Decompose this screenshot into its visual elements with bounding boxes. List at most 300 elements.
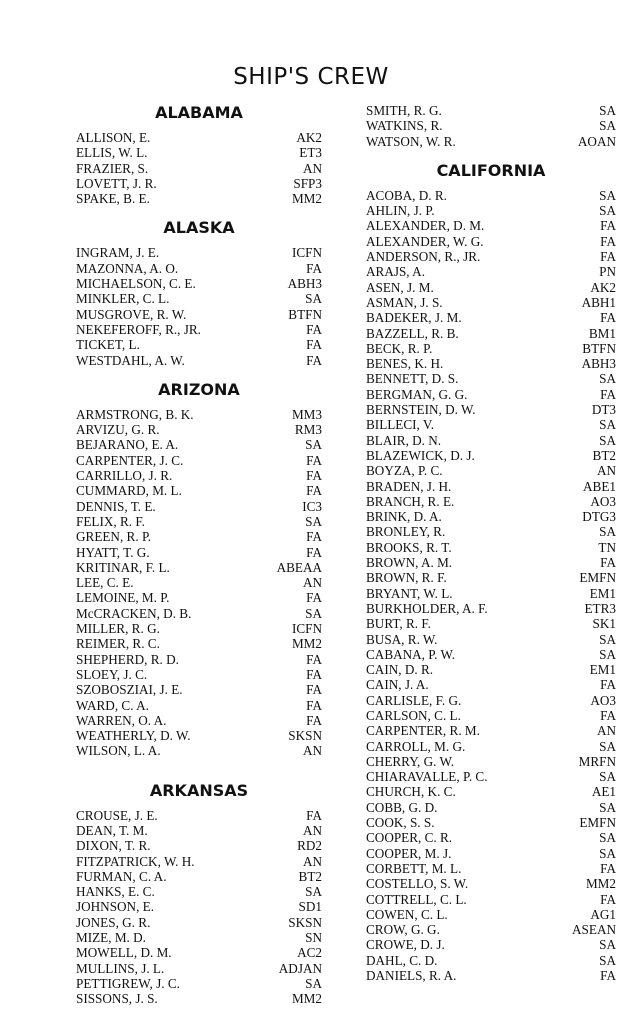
crew-rate: SN xyxy=(305,930,322,946)
crew-rate: SA xyxy=(599,799,616,815)
state-heading: ARIZONA xyxy=(158,379,240,399)
crew-rate: FA xyxy=(306,483,322,499)
crew-rate: FA xyxy=(600,891,616,907)
crew-name: ELLIS, W. L. xyxy=(76,145,148,161)
crew-row xyxy=(366,677,616,692)
crew-row xyxy=(366,387,616,402)
crew-rate: BM1 xyxy=(588,325,616,341)
crew-row xyxy=(366,968,616,983)
crew-row xyxy=(76,884,322,899)
crew-row xyxy=(76,422,322,437)
crew-rate: SA xyxy=(599,769,616,785)
crew-name: ASMAN, J. S. xyxy=(366,294,443,310)
crew-row xyxy=(366,769,616,784)
crew-rate: SA xyxy=(599,187,616,203)
crew-name: LOVETT, J. R. xyxy=(76,175,157,191)
crew-rate: SA xyxy=(599,371,616,387)
crew-name: BURT, R. F. xyxy=(366,616,431,632)
crew-name: ACOBA, D. R. xyxy=(366,187,447,203)
crew-rate: BTFN xyxy=(582,340,616,356)
crew-row xyxy=(366,448,616,463)
crew-name: SMITH, R. G. xyxy=(366,103,442,118)
crew-rate: AK2 xyxy=(296,130,322,145)
crew-name: ALEXANDER, W. G. xyxy=(366,233,484,249)
crew-name: MAZONNA, A. O. xyxy=(76,260,179,276)
crew-row xyxy=(366,570,616,585)
crew-name: CORBETT, M. L. xyxy=(366,860,462,876)
left-column xyxy=(76,103,322,1007)
crew-name: SPAKE, B. E. xyxy=(76,191,150,207)
crew-rate: SA xyxy=(599,952,616,968)
crew-row xyxy=(76,636,322,651)
crew-rate: ASEAN xyxy=(572,922,616,938)
crew-name: COOPER, C. R. xyxy=(366,830,453,846)
crew-rate: FA xyxy=(306,452,322,468)
crew-rate: EMFN xyxy=(579,570,616,586)
crew-name: AHLIN, J. P. xyxy=(366,203,435,219)
crew-rate: AN xyxy=(302,743,322,759)
crew-row xyxy=(76,145,322,160)
crew-row xyxy=(366,371,616,386)
crew-row xyxy=(366,922,616,937)
crew-row xyxy=(76,322,322,337)
crew-name: INGRAM, J. E. xyxy=(76,245,160,261)
crew-name: BRADEN, J. H. xyxy=(366,478,452,494)
crew-rate: ABE1 xyxy=(583,478,616,494)
crew-row xyxy=(366,264,616,279)
crew-name: BROOKS, R. T. xyxy=(366,539,452,555)
crew-name: FITZPATRICK, W. H. xyxy=(76,853,195,869)
crew-row xyxy=(76,621,322,636)
state-heading: ARKANSAS xyxy=(149,780,249,800)
crew-rate: FA xyxy=(306,807,322,823)
crew-row xyxy=(76,291,322,306)
crew-row xyxy=(76,545,322,560)
crew-name: MILLER, R. G. xyxy=(76,621,160,637)
crew-name: WARREN, O. A. xyxy=(76,712,167,728)
crew-row xyxy=(366,509,616,524)
crew-rate: FA xyxy=(306,697,322,713)
crew-row xyxy=(76,337,322,352)
crew-name: BAZZELL, R. B. xyxy=(366,325,459,341)
crew-row xyxy=(366,203,616,218)
crew-rate: EM1 xyxy=(589,662,616,678)
crew-name: CROWE, D. J. xyxy=(366,937,445,953)
crew-name: LEMOINE, M. P. xyxy=(76,590,170,606)
crew-name: MUSGROVE, R. W. xyxy=(76,306,187,322)
crew-name: DENNIS, T. E. xyxy=(76,498,156,514)
crew-name: SHEPHERD, R. D. xyxy=(76,651,179,667)
crew-name: COTTRELL, C. L. xyxy=(366,891,467,907)
crew-row xyxy=(366,647,616,662)
crew-rate: FA xyxy=(306,682,322,698)
crew-row xyxy=(76,915,322,930)
crew-name: REIMER, R. C. xyxy=(76,636,160,652)
crew-name: DEAN, T. M. xyxy=(76,822,148,838)
crew-rate: SA xyxy=(305,975,322,991)
crew-row xyxy=(76,823,322,838)
crew-name: PETTIGREW, J. C. xyxy=(76,975,180,991)
crew-rate: ADJAN xyxy=(278,960,322,976)
crew-name: WATKINS, R. xyxy=(366,118,443,134)
crew-rate: SA xyxy=(599,738,616,754)
crew-rate: ABH1 xyxy=(581,294,616,310)
crew-row xyxy=(366,494,616,509)
crew-rate: AN xyxy=(596,463,616,479)
crew-name: CHERRY, G. W. xyxy=(366,753,455,769)
crew-rate: AO3 xyxy=(590,692,616,708)
crew-row xyxy=(366,280,616,295)
section-spacer xyxy=(76,368,322,380)
crew-name: FELIX, R. F. xyxy=(76,513,145,529)
page-title: SHIP'S CREW xyxy=(233,64,389,90)
crew-rate: MM2 xyxy=(291,636,322,652)
crew-rate: FA xyxy=(306,666,322,682)
crew-name: KRITINAR, F. L. xyxy=(76,559,170,575)
crew-rate: AG1 xyxy=(590,906,616,922)
crew-row xyxy=(366,479,616,494)
crew-name: WARD, C. A. xyxy=(76,697,149,713)
crew-name: BUSA, R. W. xyxy=(366,631,438,647)
crew-rate: EM1 xyxy=(589,585,616,601)
crew-row xyxy=(76,161,322,176)
crew-row xyxy=(366,356,616,371)
crew-name: CARPENTER, R. M. xyxy=(366,723,480,739)
crew-row xyxy=(366,846,616,861)
crew-rate: SD1 xyxy=(298,899,322,915)
crew-rate: FA xyxy=(306,352,322,368)
crew-name: CARLSON, C. L. xyxy=(366,707,461,723)
crew-name: BENNETT, D. S. xyxy=(366,371,459,387)
crew-name: BENES, K. H. xyxy=(366,356,444,372)
crew-row xyxy=(76,698,322,713)
crew-rate: SA xyxy=(599,830,616,846)
crew-name: MIZE, M. D. xyxy=(76,930,146,946)
crew-row xyxy=(76,869,322,884)
crew-name: BILLECI, V. xyxy=(366,417,435,433)
crew-name: MULLINS, J. L. xyxy=(76,960,165,976)
crew-name: ARVIZU, G. R. xyxy=(76,422,160,438)
crew-name: BLAIR, D. N. xyxy=(366,432,442,448)
crew-rate: FA xyxy=(600,386,616,402)
crew-rate: AN xyxy=(596,723,616,739)
state-heading: ALABAMA xyxy=(155,103,243,122)
crew-row xyxy=(366,118,616,133)
crew-rate: SA xyxy=(599,417,616,433)
crew-row xyxy=(76,682,322,697)
crew-name: BERGMAN, G. G. xyxy=(366,386,468,402)
crew-name: WILSON, L. A. xyxy=(76,743,161,759)
crew-row xyxy=(366,708,616,723)
crew-rate: SA xyxy=(599,103,616,118)
crew-rate: SA xyxy=(599,631,616,647)
crew-rate: SKSN xyxy=(288,914,322,930)
crew-row xyxy=(76,606,322,621)
crew-name: WESTDAHL, A. W. xyxy=(76,352,185,368)
crew-row xyxy=(366,295,616,310)
crew-name: DANIELS, R. A. xyxy=(366,968,457,984)
crew-rate: FA xyxy=(600,860,616,876)
state-heading: ALASKA xyxy=(163,218,235,238)
crew-row xyxy=(366,784,616,799)
crew-row xyxy=(366,739,616,754)
crew-row xyxy=(76,130,322,145)
crew-name: CHURCH, K. C. xyxy=(366,784,456,800)
crew-name: ARMSTRONG, B. K. xyxy=(76,406,194,422)
crew-rate: SK1 xyxy=(592,616,616,632)
crew-name: WEATHERLY, D. W. xyxy=(76,728,191,744)
crew-rate: MRFN xyxy=(578,753,616,769)
section-spacer xyxy=(76,206,322,218)
crew-name: HANKS, E. C. xyxy=(76,884,155,900)
crew-name: JONES, G. R. xyxy=(76,914,151,930)
crew-row xyxy=(366,134,616,149)
crew-row xyxy=(366,632,616,647)
crew-row xyxy=(366,907,616,922)
crew-name: DIXON, T. R. xyxy=(76,838,151,854)
crew-rate: SKSN xyxy=(288,728,322,744)
crew-row xyxy=(76,667,322,682)
crew-name: CHIARAVALLE, P. C. xyxy=(366,769,488,785)
crew-name: SISSONS, J. S. xyxy=(76,991,158,1007)
crew-name: CAIN, D. R. xyxy=(366,662,434,678)
crew-row xyxy=(366,601,616,616)
crew-row xyxy=(366,555,616,570)
crew-row xyxy=(366,310,616,325)
crew-row xyxy=(76,991,322,1006)
crew-name: BRONLEY, R. xyxy=(366,524,446,540)
crew-row xyxy=(366,188,616,203)
crew-name: MICHAELSON, C. E. xyxy=(76,276,196,292)
crew-rate: SA xyxy=(305,437,322,453)
crew-row xyxy=(366,103,616,118)
crew-row xyxy=(366,433,616,448)
crew-rate: MM2 xyxy=(291,991,322,1007)
crew-rate: SA xyxy=(599,524,616,540)
crew-row xyxy=(76,743,322,758)
crew-rate: FA xyxy=(600,677,616,693)
crew-name: FRAZIER, S. xyxy=(76,160,149,176)
crew-rate: FA xyxy=(306,321,322,337)
crew-row xyxy=(76,976,322,991)
crew-rate: RM3 xyxy=(294,422,322,438)
crew-name: ALLISON, E. xyxy=(76,130,151,145)
crew-rate: PN xyxy=(599,264,616,280)
crew-rate: AN xyxy=(302,160,322,176)
crew-row xyxy=(76,191,322,206)
crew-row xyxy=(76,483,322,498)
crew-row xyxy=(366,815,616,830)
crew-rate: AE1 xyxy=(591,784,616,800)
crew-name: MINKLER, C. L. xyxy=(76,291,170,307)
crew-name: BRYANT, W. L. xyxy=(366,585,453,601)
crew-row xyxy=(366,326,616,341)
crew-rate: ABH3 xyxy=(287,276,322,292)
crew-name: BURKHOLDER, A. F. xyxy=(366,600,488,616)
crew-name: HYATT, T. G. xyxy=(76,544,150,560)
crew-rate: AC2 xyxy=(297,945,322,961)
crew-name: TICKET, L. xyxy=(76,337,140,353)
crew-row xyxy=(76,838,322,853)
crew-rate: BT2 xyxy=(298,868,322,884)
crew-row xyxy=(76,453,322,468)
crew-name: CABANA, P. W. xyxy=(366,646,456,662)
crew-row xyxy=(76,437,322,452)
crew-row xyxy=(76,468,322,483)
crew-name: ARAJS, A. xyxy=(366,264,425,280)
crew-row xyxy=(76,407,322,422)
crew-rate: FA xyxy=(306,651,322,667)
crew-row xyxy=(76,560,322,575)
crew-name: BADEKER, J. M. xyxy=(366,310,462,326)
crew-rate: SA xyxy=(305,291,322,307)
crew-name: CROUSE, J. E. xyxy=(76,807,158,823)
crew-name: CARPENTER, J. C. xyxy=(76,452,184,468)
crew-name: CARRILLO, J. R. xyxy=(76,468,173,484)
crew-rate: RD2 xyxy=(297,838,322,854)
crew-rate: DTG3 xyxy=(582,509,616,525)
crew-row xyxy=(76,307,322,322)
crew-name: ALEXANDER, D. M. xyxy=(366,218,485,234)
crew-row xyxy=(76,854,322,869)
crew-name: SZOBOSZIAI, J. E. xyxy=(76,682,183,698)
crew-rate: FA xyxy=(306,529,322,545)
crew-row xyxy=(76,590,322,605)
crew-rate: TN xyxy=(598,539,616,555)
crew-rate: FA xyxy=(306,712,322,728)
crew-row xyxy=(76,353,322,368)
crew-name: CROW, G. G. xyxy=(366,922,440,938)
crew-name: WATSON, W. R. xyxy=(366,133,456,149)
crew-rate: SA xyxy=(305,513,322,529)
crew-rate: FA xyxy=(600,218,616,234)
section-spacer xyxy=(366,149,616,161)
crew-name: BRANCH, R. E. xyxy=(366,493,455,509)
crew-row xyxy=(76,808,322,823)
crew-name: COSTELLO, S. W. xyxy=(366,876,469,892)
crew-rate: SA xyxy=(599,845,616,861)
crew-row xyxy=(366,463,616,478)
crew-name: DAHL, C. D. xyxy=(366,952,438,968)
crew-row xyxy=(76,176,322,191)
crew-row xyxy=(76,575,322,590)
crew-rate: ICFN xyxy=(291,621,322,637)
crew-row xyxy=(76,961,322,976)
crew-rate: FA xyxy=(600,707,616,723)
crew-rate: BT2 xyxy=(592,447,616,463)
crew-name: SLOEY, J. C. xyxy=(76,666,148,682)
crew-rate: ICFN xyxy=(291,245,322,261)
crew-rate: SFP3 xyxy=(293,175,322,191)
crew-name: BRINK, D. A. xyxy=(366,509,442,525)
crew-name: COWEN, C. L. xyxy=(366,906,448,922)
crew-row xyxy=(366,662,616,677)
crew-rate: ET3 xyxy=(299,145,322,161)
crew-rate: FA xyxy=(600,233,616,249)
crew-rate: AO3 xyxy=(590,493,616,509)
crew-row xyxy=(366,402,616,417)
crew-rate: SA xyxy=(599,646,616,662)
crew-name: JOHNSON, E. xyxy=(76,899,155,915)
crew-rate: SA xyxy=(305,605,322,621)
crew-rate: FA xyxy=(600,310,616,326)
crew-row xyxy=(76,713,322,728)
crew-name: ANDERSON, R., JR. xyxy=(366,249,481,265)
section-spacer xyxy=(76,759,322,781)
crew-rate: AN xyxy=(302,575,322,591)
crew-row xyxy=(76,930,322,945)
crew-name: McCRACKEN, D. B. xyxy=(76,605,192,621)
crew-row xyxy=(366,234,616,249)
right-column xyxy=(366,103,616,983)
crew-name: BROWN, R. F. xyxy=(366,570,447,586)
crew-name: GREEN, R. P. xyxy=(76,529,152,545)
crew-name: COOK, S. S. xyxy=(366,815,435,831)
crew-row xyxy=(76,514,322,529)
crew-name: CARLISLE, F. G. xyxy=(366,692,462,708)
crew-rate: DT3 xyxy=(591,402,616,418)
crew-rate: MM3 xyxy=(291,406,322,422)
crew-row xyxy=(366,830,616,845)
crew-row xyxy=(366,341,616,356)
crew-rate: FA xyxy=(306,468,322,484)
crew-row xyxy=(76,945,322,960)
crew-name: BERNSTEIN, D. W. xyxy=(366,402,476,418)
crew-row xyxy=(76,245,322,260)
crew-row xyxy=(366,800,616,815)
crew-rate: SA xyxy=(599,203,616,219)
crew-row xyxy=(366,249,616,264)
crew-row xyxy=(366,754,616,769)
crew-row xyxy=(366,953,616,968)
crew-rate: BTFN xyxy=(288,306,322,322)
crew-rate: FA xyxy=(600,555,616,571)
crew-name: FURMAN, C. A. xyxy=(76,868,167,884)
crew-name: BLAZEWICK, D. J. xyxy=(366,447,475,463)
crew-rate: SA xyxy=(599,937,616,953)
crew-name: CARROLL, M. G. xyxy=(366,738,466,754)
crew-rate: AOAN xyxy=(577,133,616,149)
crew-rate: AN xyxy=(302,853,322,869)
crew-rate: FA xyxy=(600,968,616,984)
crew-name: COBB, G. D. xyxy=(366,799,438,815)
crew-name: COOPER, M. J. xyxy=(366,845,452,861)
crew-row xyxy=(366,540,616,555)
crew-rate: FA xyxy=(306,337,322,353)
crew-row xyxy=(366,417,616,432)
crew-rate: ETR3 xyxy=(584,600,616,616)
crew-rate: FA xyxy=(306,590,322,606)
crew-name: MOWELL, D. M. xyxy=(76,945,172,961)
crew-row xyxy=(76,499,322,514)
crew-row xyxy=(76,728,322,743)
crew-row xyxy=(366,524,616,539)
crew-row xyxy=(76,276,322,291)
crew-name: BECK, R. P. xyxy=(366,340,433,356)
crew-name: LEE, C. E. xyxy=(76,575,134,591)
crew-name: NEKEFEROFF, R., JR. xyxy=(76,321,201,337)
crew-rate: FA xyxy=(306,260,322,276)
crew-rate: IC3 xyxy=(302,498,322,514)
crew-row xyxy=(366,616,616,631)
crew-row xyxy=(366,892,616,907)
crew-row xyxy=(76,261,322,276)
crew-rate: EMFN xyxy=(579,815,616,831)
crew-rate: FA xyxy=(600,249,616,265)
crew-rate: ABH3 xyxy=(581,356,616,372)
crew-rate: SA xyxy=(305,884,322,900)
crew-row xyxy=(366,693,616,708)
